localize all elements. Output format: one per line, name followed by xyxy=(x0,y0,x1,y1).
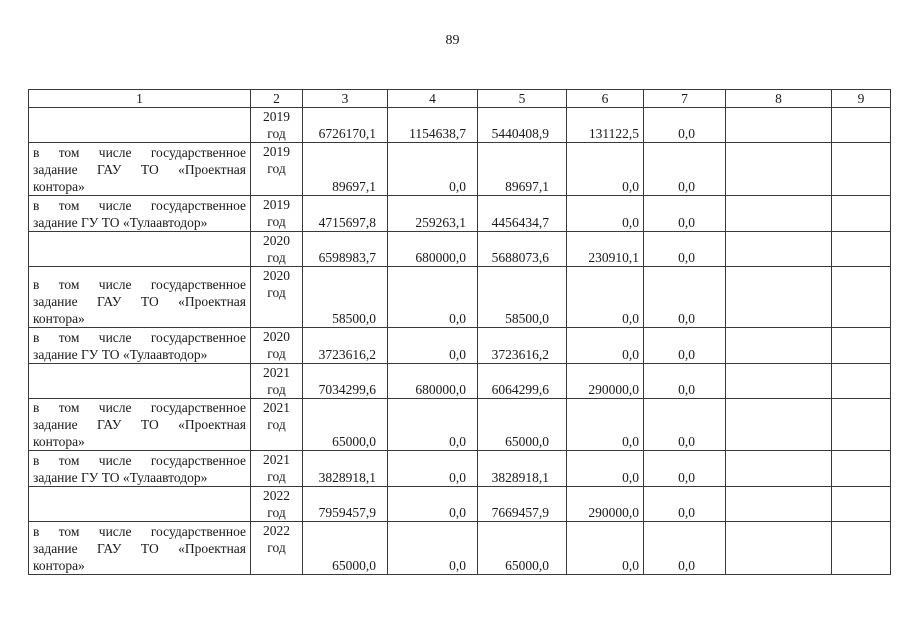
table-row xyxy=(29,267,891,328)
column-header: 9 xyxy=(832,90,891,108)
row-year: 2019 xyxy=(263,197,290,212)
row-value-col-6: 0,0 xyxy=(567,451,644,487)
row-value-col-6: 0,0 xyxy=(567,267,644,328)
row-value-col-5: 3723616,2 xyxy=(478,328,567,364)
table-row xyxy=(29,328,891,364)
row-year-unit: год xyxy=(267,126,286,141)
row-value-col-7: 0,0 xyxy=(644,451,726,487)
row-value-col-8 xyxy=(726,451,832,487)
row-value-col-7: 0,0 xyxy=(644,328,726,364)
row-value-col-5: 6064299,6 xyxy=(478,364,567,399)
row-value-col-9 xyxy=(832,196,891,232)
row-value-col-4: 680000,0 xyxy=(388,364,478,399)
column-header: 1 xyxy=(29,90,251,108)
row-value-col-9 xyxy=(832,399,891,451)
row-year: 2020 xyxy=(263,233,290,248)
column-header: 8 xyxy=(726,90,832,108)
row-value-col-3: 7959457,9 xyxy=(303,487,388,522)
row-value-col-7: 0,0 xyxy=(644,522,726,575)
row-value-col-5: 65000,0 xyxy=(478,399,567,451)
row-year-cell xyxy=(251,399,303,451)
row-year-cell xyxy=(251,232,303,267)
row-year-unit: год xyxy=(267,469,286,484)
row-value-col-8 xyxy=(726,143,832,196)
row-year-unit: год xyxy=(267,285,286,300)
row-year-cell xyxy=(251,143,303,196)
row-value-col-3: 65000,0 xyxy=(303,522,388,575)
row-value-col-4: 0,0 xyxy=(388,522,478,575)
row-description: в том числе государственное задание ГАУ ТО «Проектная контора» xyxy=(29,267,251,328)
row-value-col-4: 0,0 xyxy=(388,399,478,451)
row-year-cell xyxy=(251,487,303,522)
column-header: 6 xyxy=(567,90,644,108)
row-year-cell xyxy=(251,451,303,487)
row-year-unit: год xyxy=(267,540,286,555)
row-description: в том числе государственное задание ГАУ ТО «Проектная контора» xyxy=(29,399,251,451)
row-year-cell xyxy=(251,522,303,575)
row-value-col-6: 290000,0 xyxy=(567,364,644,399)
row-value-col-9 xyxy=(832,522,891,575)
row-value-col-8 xyxy=(726,399,832,451)
row-value-col-6: 0,0 xyxy=(567,196,644,232)
row-year-unit: год xyxy=(267,214,286,229)
row-value-col-3: 89697,1 xyxy=(303,143,388,196)
row-description: в том числе государственное задание ГУ ТО «Тулаавтодор» xyxy=(29,196,251,232)
row-year: 2020 xyxy=(263,329,290,344)
row-value-col-9 xyxy=(832,143,891,196)
header-row xyxy=(29,90,891,108)
row-value-col-6: 0,0 xyxy=(567,328,644,364)
row-year-unit: год xyxy=(267,346,286,361)
table-row xyxy=(29,143,891,196)
row-year-unit: год xyxy=(267,417,286,432)
row-description xyxy=(29,364,251,399)
row-year-cell xyxy=(251,196,303,232)
table-row xyxy=(29,522,891,575)
row-year: 2022 xyxy=(263,523,290,538)
row-value-col-7: 0,0 xyxy=(644,364,726,399)
row-value-col-3: 6726170,1 xyxy=(303,108,388,143)
row-year-unit: год xyxy=(267,250,286,265)
column-header: 4 xyxy=(388,90,478,108)
row-description xyxy=(29,232,251,267)
row-value-col-9 xyxy=(832,487,891,522)
row-value-col-9 xyxy=(832,364,891,399)
row-value-col-5: 5688073,6 xyxy=(478,232,567,267)
row-value-col-5: 58500,0 xyxy=(478,267,567,328)
row-value-col-8 xyxy=(726,328,832,364)
row-year-cell xyxy=(251,328,303,364)
row-value-col-7: 0,0 xyxy=(644,487,726,522)
row-value-col-6: 230910,1 xyxy=(567,232,644,267)
row-value-col-6: 290000,0 xyxy=(567,487,644,522)
row-value-col-8 xyxy=(726,267,832,328)
column-header: 2 xyxy=(251,90,303,108)
row-description: в том числе государственное задание ГАУ ТО «Проектная контора» xyxy=(29,143,251,196)
row-value-col-8 xyxy=(726,196,832,232)
row-value-col-7: 0,0 xyxy=(644,196,726,232)
row-value-col-4: 0,0 xyxy=(388,143,478,196)
row-value-col-7: 0,0 xyxy=(644,232,726,267)
row-year: 2019 xyxy=(263,144,290,159)
row-value-col-7: 0,0 xyxy=(644,267,726,328)
row-year: 2020 xyxy=(263,268,290,283)
row-year: 2021 xyxy=(263,400,290,415)
row-value-col-7: 0,0 xyxy=(644,143,726,196)
row-year: 2021 xyxy=(263,452,290,467)
row-value-col-3: 6598983,7 xyxy=(303,232,388,267)
row-value-col-3: 4715697,8 xyxy=(303,196,388,232)
row-value-col-6: 131122,5 xyxy=(567,108,644,143)
row-value-col-4: 0,0 xyxy=(388,451,478,487)
column-header: 7 xyxy=(644,90,726,108)
row-value-col-3: 58500,0 xyxy=(303,267,388,328)
table-row xyxy=(29,487,891,522)
row-value-col-5: 65000,0 xyxy=(478,522,567,575)
row-value-col-8 xyxy=(726,232,832,267)
page-number: 89 xyxy=(445,33,460,48)
row-year-cell xyxy=(251,108,303,143)
row-value-col-5: 7669457,9 xyxy=(478,487,567,522)
row-value-col-5: 89697,1 xyxy=(478,143,567,196)
row-value-col-7: 0,0 xyxy=(644,399,726,451)
row-value-col-8 xyxy=(726,364,832,399)
table-row xyxy=(29,451,891,487)
row-value-col-9 xyxy=(832,267,891,328)
row-value-col-9 xyxy=(832,451,891,487)
row-value-col-4: 1154638,7 xyxy=(388,108,478,143)
row-year: 2019 xyxy=(263,109,290,124)
row-year: 2022 xyxy=(263,488,290,503)
row-value-col-7: 0,0 xyxy=(644,108,726,143)
table-row xyxy=(29,232,891,267)
row-description xyxy=(29,108,251,143)
row-value-col-5: 3828918,1 xyxy=(478,451,567,487)
row-value-col-3: 3828918,1 xyxy=(303,451,388,487)
row-year-cell xyxy=(251,364,303,399)
row-value-col-8 xyxy=(726,522,832,575)
row-year-cell xyxy=(251,267,303,328)
row-value-col-4: 259263,1 xyxy=(388,196,478,232)
row-description xyxy=(29,487,251,522)
column-header: 5 xyxy=(478,90,567,108)
table-row xyxy=(29,108,891,143)
row-value-col-5: 5440408,9 xyxy=(478,108,567,143)
row-value-col-3: 3723616,2 xyxy=(303,328,388,364)
budget-table xyxy=(28,89,891,575)
row-value-col-9 xyxy=(832,108,891,143)
row-year-unit: год xyxy=(267,382,286,397)
row-value-col-8 xyxy=(726,487,832,522)
table-row xyxy=(29,196,891,232)
table-row xyxy=(29,364,891,399)
row-year: 2021 xyxy=(263,365,290,380)
column-header: 3 xyxy=(303,90,388,108)
row-value-col-6: 0,0 xyxy=(567,399,644,451)
row-description: в том числе государственное задание ГАУ ТО «Проектная контора» xyxy=(29,522,251,575)
row-value-col-3: 7034299,6 xyxy=(303,364,388,399)
row-year-unit: год xyxy=(267,505,286,520)
row-value-col-6: 0,0 xyxy=(567,522,644,575)
row-value-col-9 xyxy=(832,232,891,267)
row-value-col-6: 0,0 xyxy=(567,143,644,196)
row-description: в том числе государственное задание ГУ ТО «Тулаавтодор» xyxy=(29,328,251,364)
row-value-col-8 xyxy=(726,108,832,143)
table-row xyxy=(29,399,891,451)
row-description: в том числе государственное задание ГУ ТО «Тулаавтодор» xyxy=(29,451,251,487)
row-year-unit: год xyxy=(267,161,286,176)
row-value-col-4: 680000,0 xyxy=(388,232,478,267)
row-value-col-4: 0,0 xyxy=(388,267,478,328)
row-value-col-4: 0,0 xyxy=(388,487,478,522)
row-value-col-4: 0,0 xyxy=(388,328,478,364)
row-value-col-3: 65000,0 xyxy=(303,399,388,451)
row-value-col-5: 4456434,7 xyxy=(478,196,567,232)
row-value-col-9 xyxy=(832,328,891,364)
